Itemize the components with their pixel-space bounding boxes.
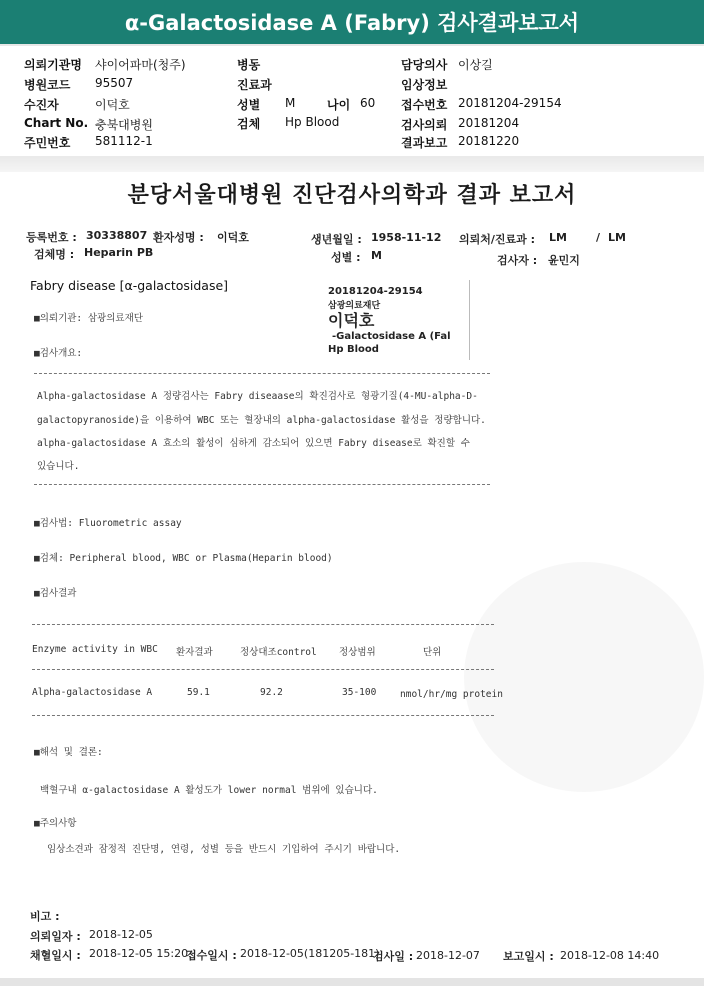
label-receipt-time: 접수일시 :: [186, 949, 237, 962]
overview-line-3: alpha-galactosidase A 효소의 활성이 심하게 감소되어 있으면 Fabry disease로 확진할 수: [37, 438, 470, 449]
value-collection-time: 2018-12-05 15:20: [89, 947, 189, 960]
value-test-request: 20181204: [458, 116, 520, 130]
remarks-label: 비고 :: [30, 910, 60, 923]
report-title: 분당서울대병원 진단검사의학과 결과 보고서: [127, 183, 577, 208]
value-patient-name: 이덕호: [217, 231, 249, 244]
value-resident-number: 581112-1: [95, 134, 153, 148]
divider-line: [34, 484, 490, 485]
table-header-normal-range: 정상범위: [339, 647, 376, 658]
table-cell-unit: nmol/hr/mg protein: [400, 689, 503, 700]
patient-info-panel: [0, 48, 704, 156]
report-header-title: α-Galactosidase A (Fabry) 검사결과보고서: [0, 0, 704, 46]
table-header-control: 정상대조control: [240, 647, 317, 658]
specimen-label-sticker: [314, 280, 470, 360]
value-result-report: 20181220: [458, 134, 520, 148]
scanned-report-document: [0, 172, 704, 978]
value-registration-number: 30338807: [86, 229, 148, 242]
notes-text: 임상소견과 잠정적 진단명, 연령, 성별 등을 반드시 기입하여 주시기 바랍니다.: [47, 844, 401, 855]
value-specimen-name: Heparin PB: [84, 246, 154, 259]
table-cell-control: 92.2: [260, 687, 283, 698]
sticker-patient-name: 이덕호: [328, 311, 375, 330]
label-age: 나이: [327, 98, 351, 112]
label-request-date: 의뢰일자 :: [30, 930, 81, 943]
value-test-date: 2018-12-07: [416, 949, 480, 962]
value-doctor: 이상길: [458, 58, 493, 72]
value-requesting-dept-2: LM: [608, 231, 626, 244]
value-chart-no: 충북대병원: [95, 118, 153, 132]
test-method: ■검사법: Fluorometric assay: [34, 518, 182, 529]
label-patient-name: 환자성명 :: [153, 231, 204, 244]
table-cell-enzyme: Alpha-galactosidase A: [32, 687, 153, 698]
label-result-report: 결과보고: [401, 136, 448, 150]
label-registration-number: 등록번호 :: [26, 231, 77, 244]
sticker-test: -Galactosidase A (Fal: [332, 331, 451, 342]
dept-slash: /: [596, 231, 601, 244]
table-cell-patient-result: 59.1: [187, 687, 210, 698]
label-birth-date: 생년월일 :: [311, 233, 362, 246]
specimen-type: ■검체: Peripheral blood, WBC or Plasma(Heparin blood): [34, 553, 333, 564]
sticker-receipt-number: 20181204-29154: [328, 286, 423, 297]
value-tester: 윤민지: [548, 254, 580, 267]
label-hospital-code: 병원코드: [24, 78, 71, 92]
notes-header: ■주의사항: [34, 818, 77, 829]
value-report-time: 2018-12-08 14:40: [560, 949, 660, 962]
divider-line: [32, 715, 494, 716]
value-age: 60: [360, 96, 376, 110]
value-sex-report: M: [371, 249, 382, 262]
overview-line-1: Alpha-galactosidase A 정량검사는 Fabry diseaase의 확진검사로 형광기질(4-MU-alpha-D-: [37, 391, 478, 402]
overview-line-4: 있습니다.: [37, 461, 80, 472]
label-test-date: 검사일 :: [373, 950, 414, 963]
sticker-specimen: Hp Blood: [328, 344, 379, 355]
value-specimen: Hp Blood: [285, 115, 340, 129]
label-report-time: 보고일시 :: [503, 950, 554, 963]
label-department: 진료과: [237, 78, 272, 92]
page-bottom-edge: [0, 978, 704, 986]
label-sex-report: 성별 :: [331, 251, 361, 264]
interpretation-text: 백혈구내 α-galactosidase A 활성도가 lower normal 범위에 있습니다.: [40, 785, 378, 796]
label-requesting-dept: 의뢰처/진료과 :: [459, 233, 536, 246]
value-birth-date: 1958-11-12: [371, 231, 442, 244]
value-receipt-time: 2018-12-05(181205-181): [240, 947, 380, 960]
label-specimen: 검체: [237, 117, 261, 131]
label-requesting-institution: 의뢰기관명: [24, 58, 82, 72]
watermark-logo: [464, 562, 704, 792]
label-chart-no: Chart No.: [24, 116, 89, 130]
label-resident-number: 주민번호: [24, 136, 71, 150]
label-collection-time: 채혈일시 :: [30, 949, 81, 962]
label-clinical-info: 임상정보: [401, 78, 448, 92]
label-test-request: 검사의뢰: [401, 118, 448, 132]
value-sex: M: [285, 96, 296, 110]
value-patient: 이덕호: [95, 98, 130, 112]
overview-line-2: galactopyranoside)을 이용하여 WBC 또는 혈장내의 alpha-galactosidase 활성을 정량합니다.: [37, 415, 486, 426]
label-tester: 검사자 :: [497, 254, 538, 267]
results-header: ■검사결과: [34, 588, 77, 599]
requesting-lab: ■의뢰기관: 삼광의료재단: [34, 313, 143, 324]
label-ward: 병동: [237, 58, 261, 72]
value-requesting-dept-1: LM: [549, 231, 567, 244]
divider-line: [34, 373, 490, 374]
overview-header: ■검사개요:: [34, 348, 83, 359]
value-receipt-number: 20181204-29154: [458, 96, 562, 110]
panel-divider: [0, 156, 704, 172]
table-header-unit: 단위: [423, 647, 442, 658]
table-header-enzyme: Enzyme activity in WBC: [32, 644, 158, 655]
label-receipt-number: 접수번호: [401, 98, 448, 112]
value-request-date: 2018-12-05: [89, 928, 153, 941]
value-hospital-code: 95507: [95, 76, 134, 90]
table-cell-normal-range: 35-100: [342, 687, 377, 698]
test-name: Fabry disease [α-galactosidase]: [30, 278, 229, 293]
label-doctor: 담당의사: [401, 58, 448, 72]
sticker-lab-name: 삼광의료재단: [328, 301, 381, 311]
label-sex: 성별: [237, 98, 261, 112]
table-header-patient-result: 환자결과: [176, 647, 213, 658]
divider-line: [32, 624, 494, 625]
label-patient: 수진자: [24, 98, 59, 112]
label-specimen-name: 검체명 :: [34, 248, 75, 261]
value-requesting-institution: 샤이어파마(청주): [95, 58, 186, 72]
divider-line: [32, 669, 494, 670]
interpretation-header: ■해석 및 결론:: [34, 747, 103, 758]
